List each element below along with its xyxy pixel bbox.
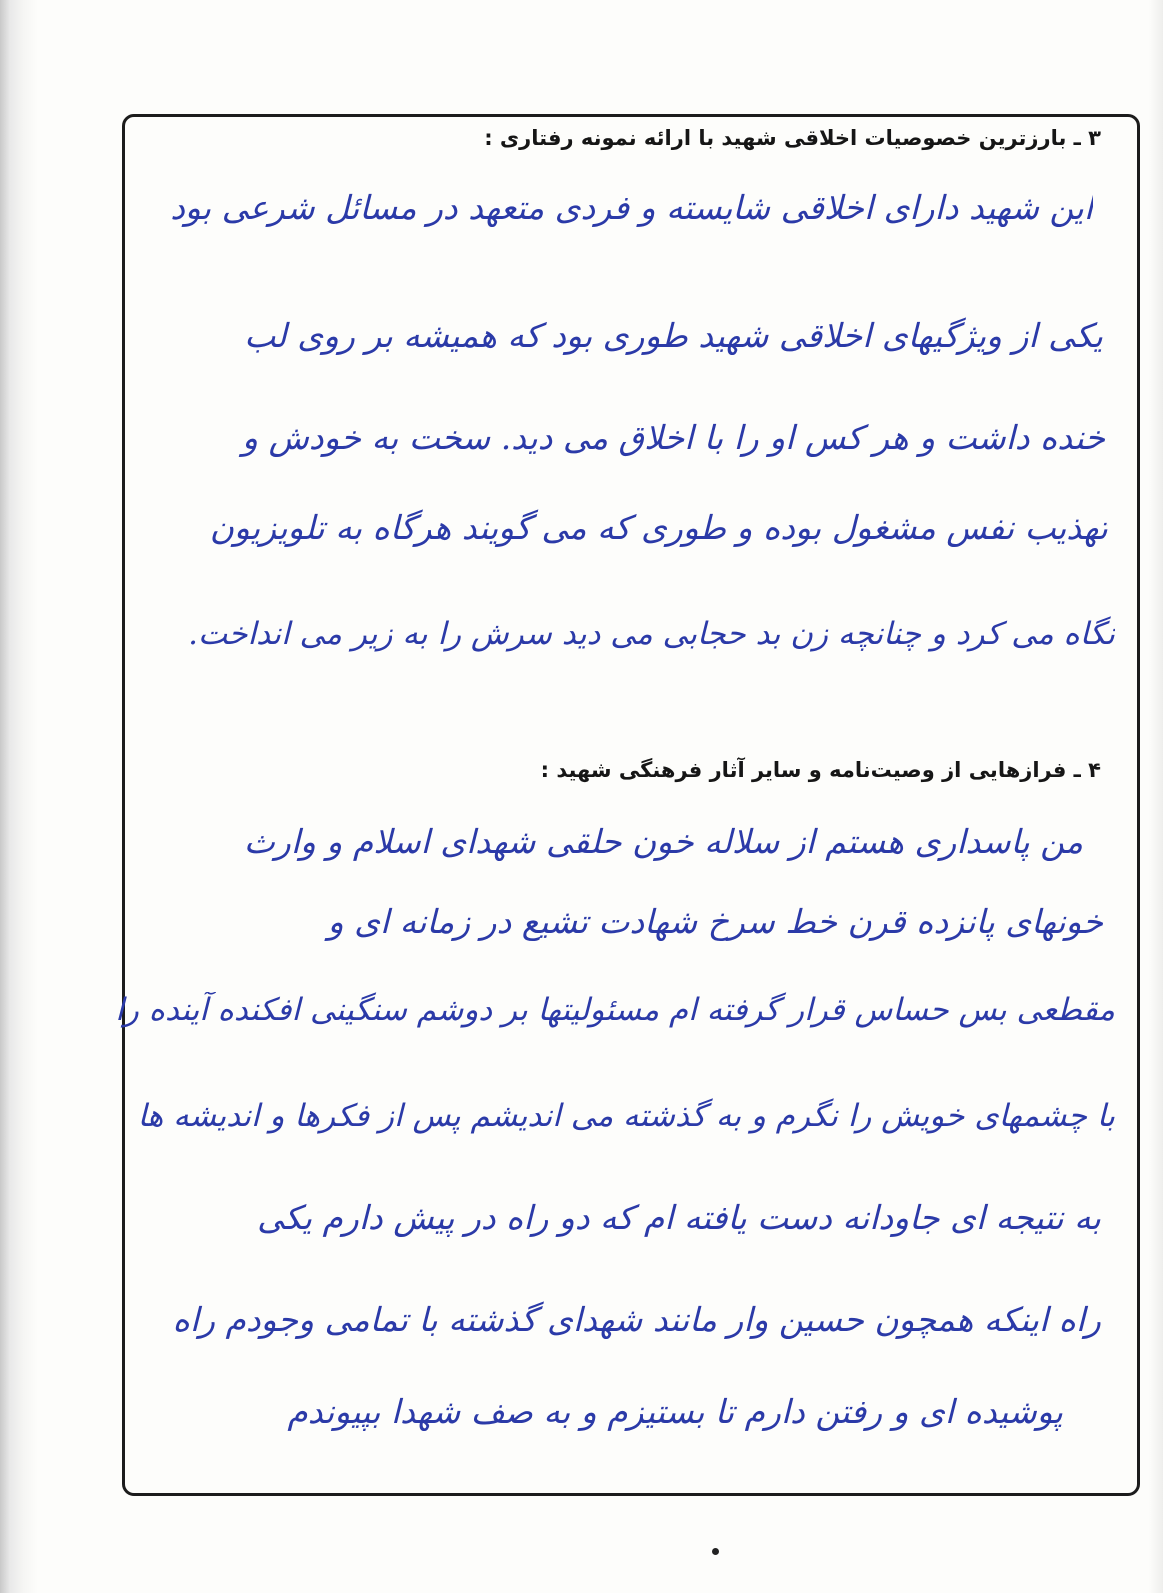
section-4-line-7: پوشیده ای و رفتن دارم تا بستیزم و به صف شهدا بپیوندم (287, 1392, 1063, 1431)
section-3-line-1: این شهید دارای اخلاقی شایسته و فردی متعهد در مسائل شرعی بود (170, 188, 1093, 227)
section-4-line-4: با چشمهای خویش را نگرم و به گذشته می اندیشم پس از فکرها و اندیشه ها (137, 1098, 1115, 1134)
section-3-line-3: خنده داشت و هر کس او را با اخلاق می دید. سخت به خودش و (242, 418, 1105, 457)
section-3-line-2: یکی از ویژگیهای اخلاقی شهید طوری بود که همیشه بر روی لب (244, 316, 1103, 355)
ink-dot-mark (712, 1548, 719, 1555)
scanned-page-left-edge (0, 0, 38, 1593)
section-4-line-6: راه اینکه همچون حسین وار مانند شهدای گذشته با تمامی وجودم راه (172, 1300, 1101, 1339)
section-4-line-5: به نتیجه ای جاودانه دست یافته ام که دو راه در پیش دارم یکی (257, 1198, 1101, 1237)
section-3-line-5: نگاه می کرد و چنانچه زن بد حجابی می دید سرش را به زیر می انداخت. (188, 616, 1115, 652)
section-4-line-2: خونهای پانزده قرن خط سرخ شهادت تشیع در زمانه ای و (327, 902, 1103, 941)
section-4-line-1: من پاسداری هستم از سلاله خون حلقی شهدای اسلام و وارث (243, 822, 1083, 861)
section-3-line-4: تهذیب نفس مشغول بوده و طوری که می گویند هرگاه به تلویزیون (209, 508, 1108, 547)
section-3-heading: ۳ ـ بارزترین خصوصیات اخلاقی شهید با ارائه نمونه رفتاری : (484, 126, 1101, 150)
section-4-heading: ۴ ـ فرازهایی از وصیت‌نامه و سایر آثار فرهنگی شهید : (540, 758, 1101, 782)
section-4-line-3: مقطعی بس حساس قرار گرفته ام مسئولیتها بر دوشم سنگینی افکنده آینده را (115, 992, 1115, 1028)
scanned-page-right-edge (1149, 0, 1163, 1593)
